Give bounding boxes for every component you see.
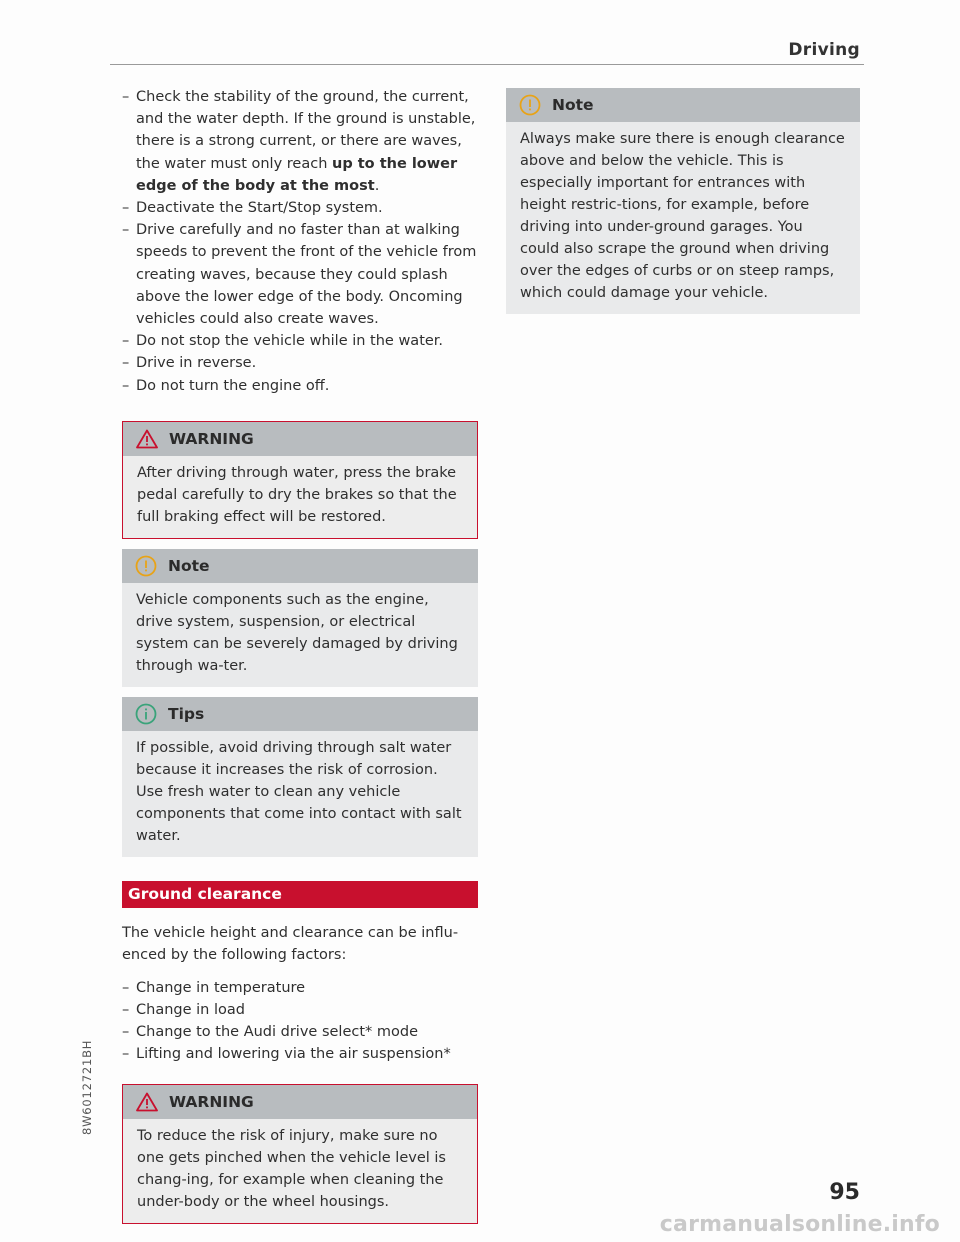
warning-triangle-icon xyxy=(135,1090,159,1114)
right-column xyxy=(506,86,860,314)
warning-box xyxy=(122,1084,478,1224)
note-box xyxy=(122,549,478,687)
note-exclamation-icon xyxy=(134,554,158,578)
warning-triangle-icon xyxy=(135,427,159,451)
section-heading: Ground clearance xyxy=(122,881,478,908)
left-column xyxy=(122,86,478,1224)
list-item: – Lifting and lowering via the air suspension* xyxy=(122,1043,478,1065)
warning-header xyxy=(123,1085,477,1119)
note-box xyxy=(506,88,860,314)
warning-label: WARNING xyxy=(169,429,254,448)
page-number: 95 xyxy=(829,1180,860,1205)
list-item: – Drive in reverse. xyxy=(122,352,478,374)
list-item: – Check the stability of the ground, the current, and the water depth. If the ground is unstable, there is a strong current, or there are waves, the water must only reach up to the lower edge of the body at the most. xyxy=(122,86,478,197)
note-label: Note xyxy=(552,96,594,114)
list-item: – Do not stop the vehicle while in the water. xyxy=(122,330,478,352)
warning-text: To reduce the risk of injury, make sure no one gets pinched when the vehicle level is chang-ing, for example when cleaning the under-body or the wheel housings. xyxy=(123,1119,477,1223)
note-exclamation-icon xyxy=(518,93,542,117)
warning-box xyxy=(122,421,478,539)
list-item: – Change in temperature xyxy=(122,977,478,999)
bullet-list-water xyxy=(122,86,478,397)
list-item: – Deactivate the Start/Stop system. xyxy=(122,197,478,219)
warning-text: After driving through water, press the brake pedal carefully to dry the brakes so that the full braking effect will be restored. xyxy=(123,456,477,538)
bullet-list-factors xyxy=(122,977,478,1066)
list-item: – Do not turn the engine off. xyxy=(122,375,478,397)
note-header xyxy=(506,88,860,122)
tips-header xyxy=(122,697,478,731)
warning-header xyxy=(123,422,477,456)
tips-label: Tips xyxy=(168,704,205,723)
note-header xyxy=(122,549,478,583)
list-item: – Change in load xyxy=(122,999,478,1021)
section-paragraph: The vehicle height and clearance can be influ-enced by the following factors: xyxy=(122,924,459,964)
section-title: Driving xyxy=(788,40,860,60)
list-item: – Drive carefully and no faster than at walking speeds to prevent the front of the vehicle from creating waves, because they could splash above the lower edge of the body. Oncoming vehicles could also create waves. xyxy=(122,219,478,330)
document-code: 8W6012721BH xyxy=(80,1039,94,1135)
watermark: carmanualsonline.info xyxy=(659,1212,940,1237)
info-icon xyxy=(134,702,158,726)
note-text: Vehicle components such as the engine, drive system, suspension, or electrical system can be severely damaged by driving through wa-ter. xyxy=(122,583,478,687)
tips-box xyxy=(122,697,478,857)
list-item: – Change to the Audi drive select* mode xyxy=(122,1021,478,1043)
note-label: Note xyxy=(168,556,210,575)
tips-text: If possible, avoid driving through salt water because it increases the risk of corrosion. Use fresh water to clean any vehicle components that come into contact with salt water. xyxy=(122,731,478,857)
warning-label: WARNING xyxy=(169,1092,254,1111)
header-divider xyxy=(110,64,864,65)
note-text: Always make sure there is enough clearance above and below the vehicle. This is especially important for entrances with height restric-tions, for example, before driving into under-ground garages. You could also scrape the ground when driving over the edges of curbs or on steep ramps, which could damage your vehicle. xyxy=(506,122,860,314)
